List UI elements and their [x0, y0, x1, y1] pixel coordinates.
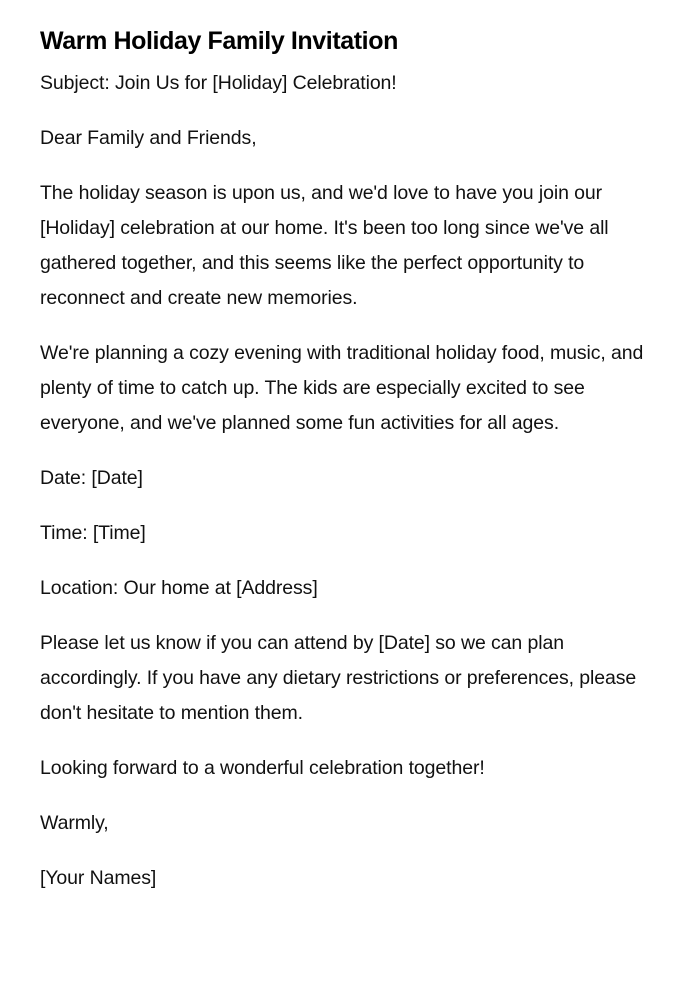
closing-line: Looking forward to a wonderful celebration together!: [40, 757, 485, 779]
salutation: Dear Family and Friends,: [40, 127, 257, 149]
intro-paragraph: The holiday season is upon us, and we'd love to have you join our [Holiday] celebration at our home. It's been too long since we've all gathered together, and this seems like the perfect opportunity to reconnect and create new memories.: [40, 182, 609, 309]
location-line: Location: Our home at [Address]: [40, 577, 318, 599]
subject-line: Subject: Join Us for [Holiday] Celebration!: [40, 72, 397, 94]
rsvp-paragraph: Please let us know if you can attend by [Date] so we can plan accordingly. If you have any dietary restrictions or preferences, please don't hesitate to mention them.: [40, 632, 637, 724]
sign-off: Warmly,: [40, 812, 109, 834]
signature: [Your Names]: [40, 867, 157, 889]
date-line: Date: [Date]: [40, 467, 143, 489]
plans-paragraph: We're planning a cozy evening with traditional holiday food, music, and plenty of time to catch up. The kids are especially excited to see everyone, and we've planned some fun activities for all ages.: [40, 342, 644, 434]
time-line: Time: [Time]: [40, 522, 146, 544]
document-title: Warm Holiday Family Invitation: [40, 27, 398, 55]
